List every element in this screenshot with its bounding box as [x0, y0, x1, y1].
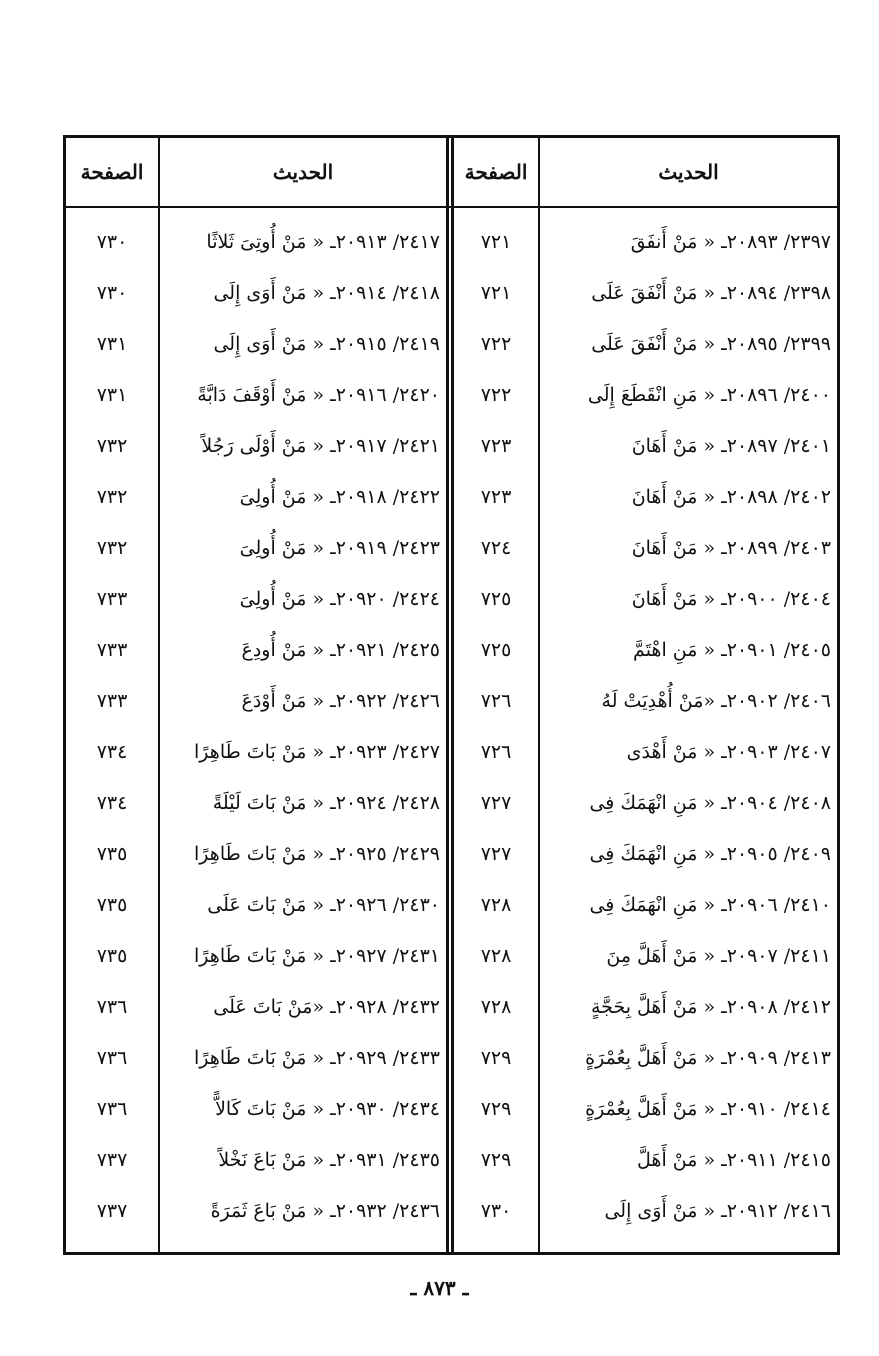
left-page-number: ٧٣٧	[96, 1148, 128, 1171]
right-page-number: ٧٣٠	[480, 1199, 512, 1222]
left-page-number: ٧٣٤	[96, 791, 128, 814]
table-row	[66, 1134, 837, 1185]
right-hadith-entry: ٢٤١١/ ٢٠٩٠٧ـ « مَنْ أَهَلَّ مِنَ	[606, 944, 831, 967]
right-hadith-entry: ٢٤١٥/ ٢٠٩١١ـ « مَنْ أَهَلَّ	[637, 1148, 831, 1171]
right-hadith-entry: ٢٤٠٢/ ٢٠٨٩٨ـ « مَنْ أَهَانَ	[631, 485, 831, 508]
right-page-number: ٧٢٣	[480, 434, 512, 457]
right-hadith-entry: ٢٤٠٦/ ٢٠٩٠٢ـ «مَنْ أُهْدِيَتْ لَهُ	[601, 689, 831, 712]
left-page-number: ٧٣٠	[96, 230, 128, 253]
left-hadith-entry: ٢٤٣٦/ ٢٠٩٣٢ـ « مَنْ بَاعَ ثَمَرَةً	[210, 1199, 440, 1222]
header-left-page: الصفحة	[80, 160, 144, 184]
index-table	[63, 135, 840, 1255]
left-page-number: ٧٣١	[96, 383, 128, 406]
left-page-number: ٧٣٧	[96, 1199, 128, 1222]
table-row	[66, 675, 837, 726]
table-row	[66, 471, 837, 522]
right-hadith-entry: ٢٤٠٥/ ٢٠٩٠١ـ « مَنِ اهْتَمَّ	[633, 638, 831, 661]
left-hadith-entry: ٢٤٣٠/ ٢٠٩٢٦ـ « مَنْ بَاتَ عَلَى	[207, 893, 440, 916]
table-row	[66, 1185, 837, 1236]
header-right-page: الصفحة	[464, 160, 528, 184]
left-page-number: ٧٣٥	[96, 893, 128, 916]
right-page-number: ٧٢٦	[480, 740, 512, 763]
table-row	[66, 216, 837, 267]
right-page-number: ٧٢٢	[480, 332, 512, 355]
table-row	[66, 981, 837, 1032]
table-row	[66, 777, 837, 828]
table-row	[66, 267, 837, 318]
left-page-number: ٧٣٦	[96, 1046, 128, 1069]
left-hadith-entry: ٢٤٢٤/ ٢٠٩٢٠ـ « مَنْ أُولِىَ	[239, 587, 440, 610]
left-page-number: ٧٣٠	[96, 281, 128, 304]
left-hadith-entry: ٢٤٢٧/ ٢٠٩٢٣ـ « مَنْ بَاتَ طَاهِرًا	[194, 740, 440, 763]
right-page-number: ٧٢٥	[480, 638, 512, 661]
left-page-number: ٧٣٢	[96, 485, 128, 508]
left-hadith-entry: ٢٤٢٩/ ٢٠٩٢٥ـ « مَنْ بَاتَ طَاهِرًا	[194, 842, 440, 865]
right-hadith-entry: ٢٤١٢/ ٢٠٩٠٨ـ « مَنْ أَهَلَّ بِحَجَّةٍ	[591, 995, 831, 1018]
right-page-number: ٧٢٨	[480, 893, 512, 916]
table-row	[66, 624, 837, 675]
right-hadith-entry: ٢٤٠٣/ ٢٠٨٩٩ـ « مَنْ أَهَانَ	[631, 536, 831, 559]
right-hadith-entry: ٢٤١٠/ ٢٠٩٠٦ـ « مَنِ انْهَمَكَ فِى	[589, 893, 831, 916]
right-page-number: ٧٢٩	[480, 1046, 512, 1069]
header-rule	[66, 206, 837, 208]
page-number: ـ ٨٧٣ ـ	[410, 1276, 469, 1300]
header-left-hadith: الحديث	[272, 160, 334, 184]
left-hadith-entry: ٢٤١٨/ ٢٠٩١٤ـ « مَنْ أَوَى إِلَى	[213, 281, 440, 304]
right-hadith-entry: ٢٤٠٠/ ٢٠٨٩٦ـ « مَنِ انْقَطَعَ إِلَى	[587, 383, 831, 406]
table-row	[66, 522, 837, 573]
left-hadith-entry: ٢٤٢٠/ ٢٠٩١٦ـ « مَنْ أَوْقَفَ دَابَّةً	[197, 383, 440, 406]
left-page-number: ٧٣٢	[96, 536, 128, 559]
left-page-number: ٧٣٥	[96, 842, 128, 865]
table-row	[66, 1083, 837, 1134]
left-hadith-entry: ٢٤٣٢/ ٢٠٩٢٨ـ «مَنْ بَاتَ عَلَى	[213, 995, 440, 1018]
right-hadith-entry: ٢٤٠٧/ ٢٠٩٠٣ـ « مَنْ أَهْدَى	[626, 740, 831, 763]
table-row	[66, 828, 837, 879]
right-page-number: ٧٢٥	[480, 587, 512, 610]
left-hadith-entry: ٢٤٢٢/ ٢٠٩١٨ـ « مَنْ أُولِىَ	[239, 485, 440, 508]
left-page-number: ٧٣٣	[96, 689, 128, 712]
left-hadith-entry: ٢٤١٩/ ٢٠٩١٥ـ « مَنْ أَوَى إِلَى	[213, 332, 440, 355]
right-page-number: ٧٢٩	[480, 1148, 512, 1171]
left-hadith-entry: ٢٤٣٤/ ٢٠٩٣٠ـ « مَنْ بَاتَ كَالاًّ	[215, 1097, 440, 1120]
table-row	[66, 318, 837, 369]
right-hadith-entry: ٢٣٩٨/ ٢٠٨٩٤ـ « مَنْ أَنْفَقَ عَلَى	[591, 281, 831, 304]
left-hadith-entry: ٢٤٢٣/ ٢٠٩١٩ـ « مَنْ أُولِىَ	[239, 536, 440, 559]
table-row	[66, 726, 837, 777]
right-page-number: ٧٢٩	[480, 1097, 512, 1120]
right-hadith-entry: ٢٣٩٩/ ٢٠٨٩٥ـ « مَنْ أَنْفَقَ عَلَى	[591, 332, 831, 355]
table-row	[66, 1032, 837, 1083]
left-hadith-entry: ٢٤٣٥/ ٢٠٩٣١ـ « مَنْ بَاعَ نَخْلاً	[218, 1148, 440, 1171]
right-page-number: ٧٢١	[480, 281, 512, 304]
table-row	[66, 573, 837, 624]
table-row	[66, 420, 837, 471]
left-hadith-entry: ٢٤٣١/ ٢٠٩٢٧ـ « مَنْ بَاتَ طَاهِرًا	[194, 944, 440, 967]
right-page-number: ٧٢٤	[480, 536, 512, 559]
table-row	[66, 369, 837, 420]
right-page-number: ٧٢٦	[480, 689, 512, 712]
left-page-number: ٧٣٦	[96, 995, 128, 1018]
left-page-number: ٧٣٦	[96, 1097, 128, 1120]
right-hadith-entry: ٢٤١٤/ ٢٠٩١٠ـ « مَنْ أَهَلَّ بِعُمْرَةٍ	[585, 1097, 831, 1120]
right-page-number: ٧٢٨	[480, 944, 512, 967]
right-page-number: ٧٢١	[480, 230, 512, 253]
left-hadith-entry: ٢٤٢٥/ ٢٠٩٢١ـ « مَنْ أُودِعَ	[241, 638, 440, 661]
right-page-number: ٧٢٣	[480, 485, 512, 508]
header-right-hadith: الحديث	[658, 160, 719, 184]
left-page-number: ٧٣١	[96, 332, 128, 355]
left-page-number: ٧٣٢	[96, 434, 128, 457]
right-page-number: ٧٢٧	[480, 791, 512, 814]
table-row	[66, 879, 837, 930]
left-page-number: ٧٣٥	[96, 944, 128, 967]
left-hadith-entry: ٢٤٢١/ ٢٠٩١٧ـ « مَنْ أَوْلَى رَجُلاً	[201, 434, 440, 457]
right-page-number: ٧٢٢	[480, 383, 512, 406]
right-hadith-entry: ٢٤٠٨/ ٢٠٩٠٤ـ « مَنِ انْهَمَكَ فِى	[589, 791, 831, 814]
left-hadith-entry: ٢٤٢٦/ ٢٠٩٢٢ـ « مَنْ أَوْدَعَ	[241, 689, 440, 712]
right-hadith-entry: ٢٤٠٤/ ٢٠٩٠٠ـ « مَنْ أَهَانَ	[631, 587, 831, 610]
right-hadith-entry: ٢٤٠٩/ ٢٠٩٠٥ـ « مَنِ انْهَمَكَ فِى	[589, 842, 831, 865]
right-hadith-entry: ٢٤١٣/ ٢٠٩٠٩ـ « مَنْ أَهَلَّ بِعُمْرَةٍ	[585, 1046, 831, 1069]
left-hadith-entry: ٢٤٣٣/ ٢٠٩٢٩ـ « مَنْ بَاتَ طَاهِرًا	[194, 1046, 440, 1069]
right-page-number: ٧٢٨	[480, 995, 512, 1018]
right-page-number: ٧٢٧	[480, 842, 512, 865]
left-page-number: ٧٣٣	[96, 587, 128, 610]
left-page-number: ٧٣٣	[96, 638, 128, 661]
right-hadith-entry: ٢٤١٦/ ٢٠٩١٢ـ « مَنْ أَوَى إِلَى	[604, 1199, 831, 1222]
table-row	[66, 930, 837, 981]
right-hadith-entry: ٢٤٠١/ ٢٠٨٩٧ـ « مَنْ أَهَانَ	[631, 434, 831, 457]
left-page-number: ٧٣٤	[96, 740, 128, 763]
right-hadith-entry: ٢٣٩٧/ ٢٠٨٩٣ـ « مَنْ أَنفَقَ	[630, 230, 831, 253]
left-hadith-entry: ٢٤١٧/ ٢٠٩١٣ـ « مَنْ أُوتِىَ ثَلاثًا	[206, 230, 440, 253]
left-hadith-entry: ٢٤٢٨/ ٢٠٩٢٤ـ « مَنْ بَاتَ لَيْلَةً	[212, 791, 440, 814]
